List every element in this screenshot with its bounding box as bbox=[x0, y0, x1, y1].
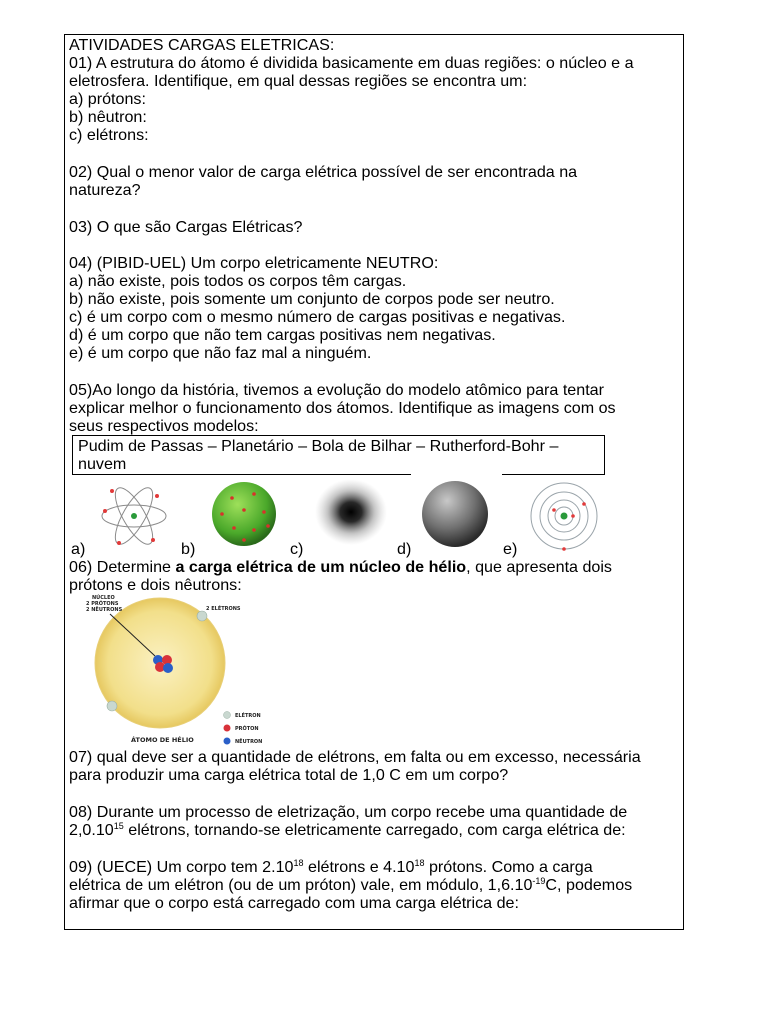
legend-neutron-label: NÊUTRON bbox=[235, 739, 263, 745]
q08-line1: 08) Durante um processo de eletrização, um corpo recebe uma quantidade de bbox=[69, 803, 628, 821]
helium-caption: ÁTOMO DE HÉLIO bbox=[131, 736, 194, 744]
q01-line1: 01) A estrutura do átomo é dividida basicamente em duas regiões: o núcleo e a bbox=[69, 54, 634, 72]
q04-stem: 04) (PIBID-UEL) Um corpo eletricamente NEUTRO: bbox=[69, 254, 439, 272]
nucleus-label-3: 2 NÊUTRONS bbox=[86, 607, 123, 613]
q01-line2: eletrosfera. Identifique, em qual dessas regiões se encontra um: bbox=[69, 72, 528, 90]
q05-line1: 05)Ao longo da história, tivemos a evolução do modelo atômico para tentar bbox=[69, 381, 604, 399]
figure-label-e: e) bbox=[503, 540, 518, 558]
model-figure-e-rutherford-bohr bbox=[528, 480, 600, 552]
electrons-label: 2 ELÉTRONS bbox=[206, 606, 241, 612]
figure-label-a: a) bbox=[71, 540, 86, 558]
worksheet-title: ATIVIDADES CARGAS ELETRICAS: bbox=[69, 36, 335, 54]
q04-option-b: b) não existe, pois somente um conjunto de corpos pode ser neutro. bbox=[69, 290, 555, 308]
model-figure-d-billiard-ball bbox=[420, 480, 492, 548]
figure-label-c: c) bbox=[290, 540, 304, 558]
legend-proton-label: PRÓTON bbox=[235, 726, 259, 732]
q05-line3: seus respectivos modelos: bbox=[69, 417, 259, 435]
q09-line2: elétrica de um elétron (ou de um próton) vale, em módulo, $1,6.10^{-19}C$, podemos bbox=[69, 876, 633, 894]
q08-line2: 2,0.10$^{15}$ elétrons, tornando-se eletricamente carregado, com carga elétrica de: bbox=[69, 821, 626, 839]
q09-line3: afirmar que o corpo está carregado com uma carga elétrica de: bbox=[69, 894, 519, 912]
model-figure-a-planetary bbox=[97, 480, 177, 550]
helium-atom-figure bbox=[82, 594, 266, 750]
q06-line2: prótons e dois nêutrons: bbox=[69, 576, 242, 594]
q01-option-b: b) nêutron: bbox=[69, 108, 147, 126]
q07-line2: para produzir uma carga elétrica total de 1,0 C em um corpo? bbox=[69, 766, 509, 784]
q02-line1: 02) Qual o menor valor de carga elétrica possível de ser encontrada na bbox=[69, 163, 578, 181]
figure-label-d: d) bbox=[397, 540, 412, 558]
q04-option-c: c) é um corpo com o mesmo número de cargas positivas e negativas. bbox=[69, 308, 566, 326]
legend-electron-label: ELÉTRON bbox=[235, 713, 261, 719]
q04-option-d: d) é um corpo que não tem cargas positivas nem negativas. bbox=[69, 326, 496, 344]
q06-bold-phrase: a carga elétrica de um núcleo de hélio bbox=[175, 558, 467, 576]
q01-option-a: a) prótons: bbox=[69, 90, 146, 108]
model-figure-b-plum-pudding bbox=[208, 480, 280, 548]
figure-label-b: b) bbox=[181, 540, 196, 558]
nucleus-label-2: 2 PRÓTONS bbox=[86, 601, 119, 607]
model-figure-c-electron-cloud bbox=[312, 476, 390, 546]
q09-line1: 09) (UECE) Um corpo tem 2.10$^{18}$ elétrons e 4.10$^{18}$ prótons. Como a carga bbox=[69, 858, 593, 876]
models-box-line2: nuvem bbox=[78, 455, 127, 473]
q02-line2: natureza? bbox=[69, 181, 141, 199]
q04-option-a: a) não existe, pois todos os corpos têm cargas. bbox=[69, 272, 407, 290]
electron-ball bbox=[107, 701, 117, 711]
q05-line2: explicar melhor o funcionamento dos átomos. Identifique as imagens com os bbox=[69, 399, 616, 417]
legend-proton-swatch bbox=[224, 725, 231, 732]
legend-electron-swatch bbox=[224, 712, 231, 719]
q01-option-c: c) elétrons: bbox=[69, 126, 149, 144]
q03-text: 03) O que são Cargas Elétricas? bbox=[69, 218, 303, 236]
models-box-line1: Pudim de Passas – Planetário – Bola de Bilhar – Rutherford-Bohr – bbox=[78, 437, 559, 455]
q04-option-e: e) é um corpo que não faz mal a ninguém. bbox=[69, 344, 372, 362]
nucleus-label-1: NÚCLEO bbox=[92, 595, 115, 601]
q06-line1: 06) Determine a carga elétrica de um núcleo de hélio, que apresenta dois bbox=[69, 558, 612, 576]
q07-line1: 07) qual deve ser a quantidade de elétrons, em falta ou em excesso, necessária bbox=[69, 748, 641, 766]
electron-ball bbox=[197, 611, 207, 621]
legend-neutron-swatch bbox=[224, 738, 231, 745]
box-border-gap bbox=[411, 472, 502, 476]
neutron-ball bbox=[163, 663, 173, 673]
